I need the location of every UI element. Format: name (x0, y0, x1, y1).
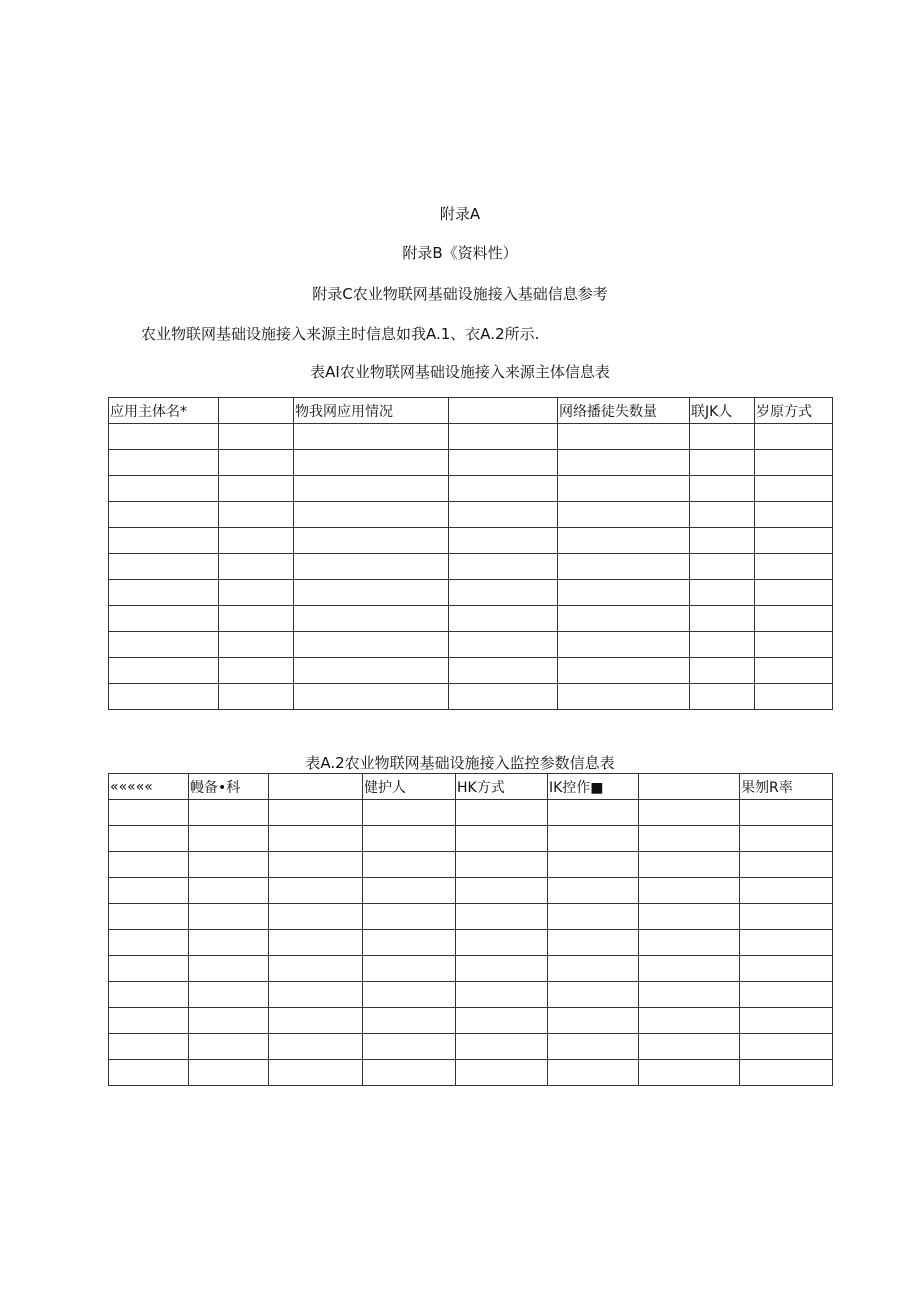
table-cell (690, 450, 755, 476)
table-cell (269, 930, 363, 956)
intro-paragraph: 农业物联网基础设施接入来源主时信息如我A.1、衣A.2所示. (141, 325, 540, 343)
table-cell (449, 554, 558, 580)
table-cell (558, 658, 690, 684)
table-cell (219, 502, 294, 528)
table-cell (740, 878, 833, 904)
table-cell (269, 878, 363, 904)
table-cell (269, 956, 363, 982)
table-cell (449, 502, 558, 528)
table-cell (189, 930, 269, 956)
table-cell (456, 956, 548, 982)
table-cell (690, 554, 755, 580)
table-cell (294, 580, 449, 606)
table-cell (639, 1034, 740, 1060)
table-cell (363, 826, 456, 852)
table-row (109, 450, 833, 476)
table2-caption: 表A.2农业物联网基础设施接入监控参数信息表 (305, 754, 615, 772)
table-cell (558, 528, 690, 554)
table-cell (109, 1060, 189, 1086)
table-cell (219, 554, 294, 580)
header-cell (269, 774, 363, 800)
table-row (109, 930, 833, 956)
header-cell (219, 398, 294, 424)
table-a1 (108, 397, 833, 710)
table-cell (558, 580, 690, 606)
table-cell (109, 658, 219, 684)
table-cell (189, 1008, 269, 1034)
header-cell: IK控作■ (548, 774, 639, 800)
table-cell (558, 476, 690, 502)
table-cell (294, 476, 449, 502)
table-cell (109, 450, 219, 476)
table-cell (548, 956, 639, 982)
table-cell (294, 502, 449, 528)
table-cell (558, 502, 690, 528)
table-cell (548, 1034, 639, 1060)
table-cell (189, 1034, 269, 1060)
header-cell: 应用主体名* (109, 398, 219, 424)
table-cell (189, 800, 269, 826)
table-cell (269, 904, 363, 930)
table-cell (269, 1034, 363, 1060)
table1-caption: 表AI农业物联网基础设施接入来源主体信息表 (310, 363, 610, 381)
table-cell (449, 476, 558, 502)
table-cell (189, 878, 269, 904)
table-cell (456, 1060, 548, 1086)
table-cell (189, 904, 269, 930)
table-cell (189, 982, 269, 1008)
table-cell (690, 632, 755, 658)
table-row (109, 528, 833, 554)
header-cell (639, 774, 740, 800)
table-cell (639, 930, 740, 956)
table-cell (109, 684, 219, 710)
table-cell (449, 632, 558, 658)
table-cell (456, 800, 548, 826)
table-cell (363, 852, 456, 878)
table-cell (363, 1034, 456, 1060)
table-cell (558, 554, 690, 580)
table-cell (690, 658, 755, 684)
table-cell (219, 580, 294, 606)
table-cell (456, 1034, 548, 1060)
table-cell (219, 632, 294, 658)
table-cell (755, 554, 833, 580)
table-cell (219, 528, 294, 554)
table-cell (558, 684, 690, 710)
table-row (109, 502, 833, 528)
table-cell (755, 658, 833, 684)
table-cell (548, 1060, 639, 1086)
table-cell (189, 956, 269, 982)
table-cell (109, 502, 219, 528)
table-row (109, 554, 833, 580)
table-cell (449, 424, 558, 450)
table-row (109, 878, 833, 904)
table-cell (109, 930, 189, 956)
table-cell (294, 684, 449, 710)
table-cell (449, 450, 558, 476)
table-cell (456, 930, 548, 956)
table-cell (109, 554, 219, 580)
table-cell (363, 982, 456, 1008)
table-cell (755, 684, 833, 710)
table-cell (690, 684, 755, 710)
table-cell (690, 424, 755, 450)
table-cell (548, 1008, 639, 1034)
table-row (109, 904, 833, 930)
table-row (109, 1060, 833, 1086)
table-cell (294, 450, 449, 476)
table-cell (740, 904, 833, 930)
table-cell (639, 852, 740, 878)
table-row (109, 580, 833, 606)
table-cell (690, 580, 755, 606)
table-cell (639, 800, 740, 826)
table-cell (109, 1034, 189, 1060)
table-cell (548, 852, 639, 878)
table-cell (639, 904, 740, 930)
table-row (109, 424, 833, 450)
table-cell (740, 1008, 833, 1034)
header-cell: 果刎R率 (740, 774, 833, 800)
table-row (109, 800, 833, 826)
table-cell (548, 982, 639, 1008)
table-cell (456, 826, 548, 852)
table-cell (363, 1060, 456, 1086)
table-cell (449, 684, 558, 710)
table-cell (189, 852, 269, 878)
header-cell: 健护人 (363, 774, 456, 800)
table-cell (558, 632, 690, 658)
table-cell (755, 502, 833, 528)
appendix-b-heading: 附录B《资料性） (402, 244, 518, 262)
table-cell (755, 450, 833, 476)
table-cell (639, 956, 740, 982)
table-row (109, 606, 833, 632)
table-row (109, 658, 833, 684)
table-cell (219, 450, 294, 476)
table-cell (269, 826, 363, 852)
table-cell (740, 852, 833, 878)
table-cell (109, 580, 219, 606)
table-cell (690, 502, 755, 528)
table-cell (558, 424, 690, 450)
table-cell (109, 878, 189, 904)
header-row (109, 774, 833, 800)
table-a2 (108, 773, 833, 1086)
header-cell: 联JK人 (690, 398, 755, 424)
header-cell: 岁原方式 (755, 398, 833, 424)
table-cell (740, 826, 833, 852)
table-cell (219, 606, 294, 632)
table-cell (269, 1008, 363, 1034)
table-cell (755, 528, 833, 554)
table-cell (740, 800, 833, 826)
table-cell (219, 658, 294, 684)
table-row (109, 852, 833, 878)
header-cell (449, 398, 558, 424)
table-cell (449, 528, 558, 554)
table-cell (363, 904, 456, 930)
table-cell (109, 826, 189, 852)
table-cell (109, 424, 219, 450)
table-cell (558, 450, 690, 476)
table-cell (189, 1060, 269, 1086)
table-cell (639, 1060, 740, 1086)
header-cell: HK方式 (456, 774, 548, 800)
table-cell (740, 956, 833, 982)
table-cell (294, 554, 449, 580)
header-cell: 幔备•科 (189, 774, 269, 800)
table-cell (548, 904, 639, 930)
table-cell (363, 930, 456, 956)
header-cell: ««««« (109, 774, 189, 800)
table-cell (456, 878, 548, 904)
table-cell (109, 528, 219, 554)
table-row (109, 1008, 833, 1034)
table-cell (755, 476, 833, 502)
table-row (109, 1034, 833, 1060)
table-cell (740, 1060, 833, 1086)
table-cell (363, 956, 456, 982)
table-row (109, 956, 833, 982)
table-cell (449, 606, 558, 632)
table-cell (740, 982, 833, 1008)
table-cell (269, 982, 363, 1008)
table-cell (456, 982, 548, 1008)
table-cell (449, 658, 558, 684)
table-cell (456, 852, 548, 878)
table-cell (109, 904, 189, 930)
table-cell (449, 580, 558, 606)
table-cell (219, 424, 294, 450)
table-cell (639, 826, 740, 852)
table-cell (456, 1008, 548, 1034)
header-cell: 网络播徒失数量 (558, 398, 690, 424)
table-cell (109, 800, 189, 826)
table-cell (109, 476, 219, 502)
header-cell: 物我网应用情况 (294, 398, 449, 424)
table-cell (269, 1060, 363, 1086)
table-cell (755, 580, 833, 606)
table-cell (639, 1008, 740, 1034)
table-cell (189, 826, 269, 852)
table-cell (690, 528, 755, 554)
header-row (109, 398, 833, 424)
table-cell (639, 878, 740, 904)
table-cell (109, 956, 189, 982)
table-cell (755, 424, 833, 450)
table-cell (294, 632, 449, 658)
table-cell (363, 878, 456, 904)
table-cell (219, 476, 294, 502)
table-cell (548, 878, 639, 904)
table-cell (294, 528, 449, 554)
table-cell (294, 606, 449, 632)
table-cell (269, 800, 363, 826)
table-row (109, 684, 833, 710)
table-cell (548, 800, 639, 826)
table-cell (269, 852, 363, 878)
table-cell (109, 606, 219, 632)
table-row (109, 982, 833, 1008)
table-row (109, 826, 833, 852)
table-cell (294, 424, 449, 450)
appendix-c-heading: 附录C农业物联网基础设施接入基础信息参考 (312, 285, 608, 303)
table-cell (740, 1034, 833, 1060)
table-cell (363, 800, 456, 826)
table-cell (690, 606, 755, 632)
table-cell (109, 632, 219, 658)
table-cell (639, 982, 740, 1008)
table-cell (690, 476, 755, 502)
table-cell (109, 982, 189, 1008)
table-cell (456, 904, 548, 930)
table-cell (558, 606, 690, 632)
table-cell (109, 1008, 189, 1034)
table-row (109, 632, 833, 658)
table-cell (548, 826, 639, 852)
table-cell (219, 684, 294, 710)
table-cell (755, 632, 833, 658)
table-cell (363, 1008, 456, 1034)
table-cell (740, 930, 833, 956)
appendix-a-heading: 附录A (439, 205, 481, 223)
table-cell (294, 658, 449, 684)
table-cell (755, 606, 833, 632)
table-cell (548, 930, 639, 956)
table-row (109, 476, 833, 502)
table-cell (109, 852, 189, 878)
